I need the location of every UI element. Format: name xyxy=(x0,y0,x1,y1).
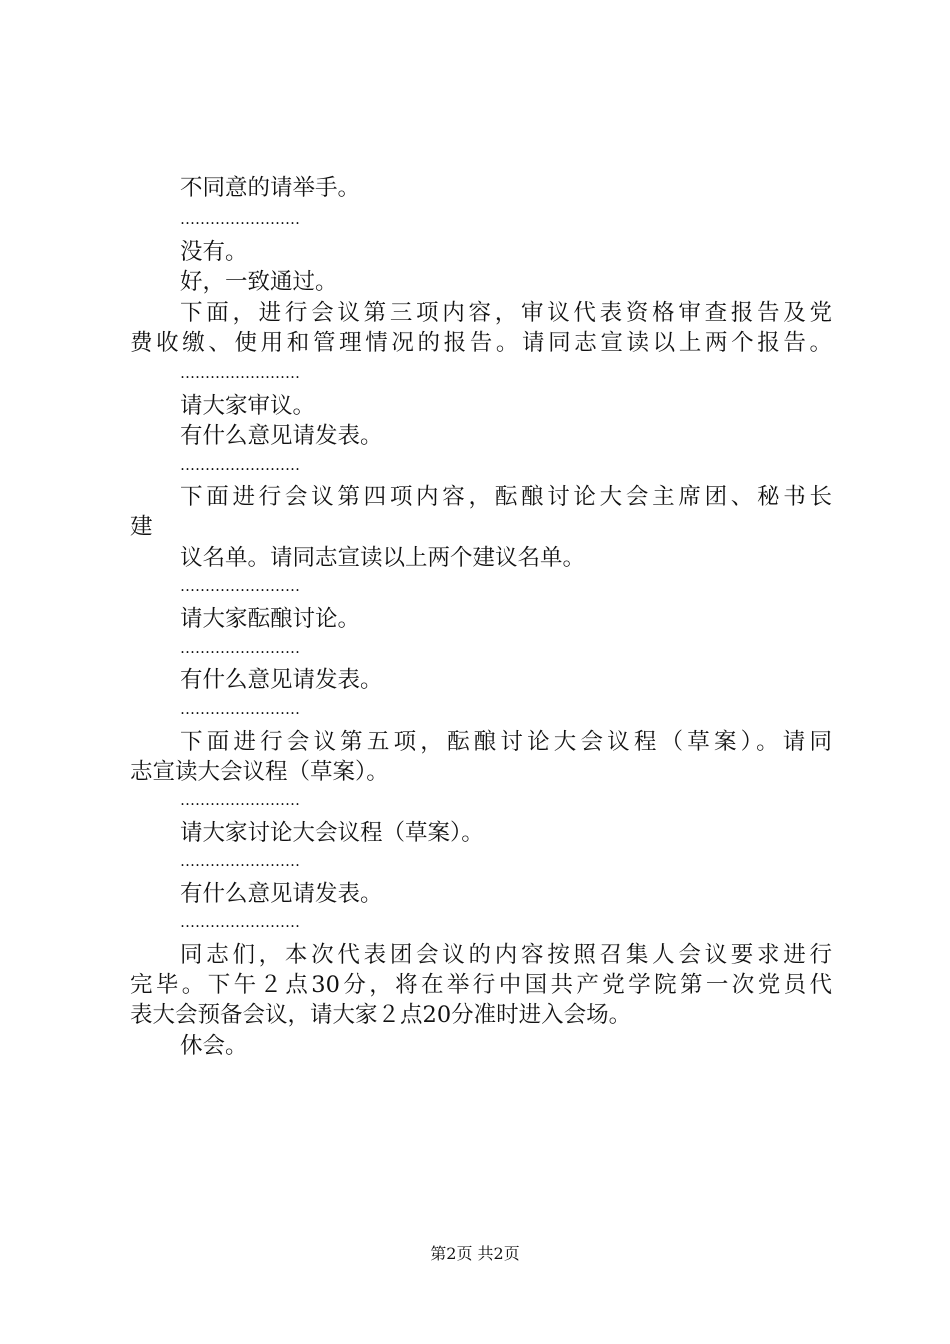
ellipsis-line: …………………… xyxy=(180,913,300,931)
paragraph-line: 同志们，本次代表团会议的内容按照召集人会议要求进行 xyxy=(180,942,832,968)
paragraph-line: 建 xyxy=(130,514,153,540)
text-line: 不同意的请举手。 xyxy=(180,175,361,201)
ellipsis-line: …………………… xyxy=(180,700,300,718)
text-line: 请大家讨论大会议程（草案）。 xyxy=(180,820,484,846)
paragraph-line: 表大会预备会议，请大家２点20分准时进入会场。 xyxy=(130,1002,632,1028)
paragraph-line: 下面进行会议第四项内容，酝酿讨论大会主席团、秘书长 xyxy=(180,484,832,510)
ellipsis-line: …………………… xyxy=(180,639,300,657)
paragraph-line: 志宣读大会议程（草案）。 xyxy=(130,759,389,785)
text-line: 请大家审议。 xyxy=(180,393,316,419)
page-footer: 第2页 共2页 xyxy=(430,1244,520,1263)
ellipsis-line: …………………… xyxy=(180,791,300,809)
paragraph-line: 完毕。下午２点30分，将在举行中国共产党学院第一次党员代 xyxy=(130,972,832,998)
paragraph-line: 费收缴、使用和管理情况的报告。请同志宣读以上两个报告。 xyxy=(130,330,832,356)
ellipsis-line: …………………… xyxy=(180,364,300,382)
text-line: 请大家酝酿讨论。 xyxy=(180,606,361,632)
text-line: 有什么意见请发表。 xyxy=(180,423,383,449)
text-line: 有什么意见请发表。 xyxy=(180,881,383,907)
text-line: 好，一致通过。 xyxy=(180,269,338,295)
ellipsis-line: …………………… xyxy=(180,852,300,870)
ellipsis-line: …………………… xyxy=(180,210,300,228)
paragraph-line: 下面进行会议第五项，酝酿讨论大会议程（草案）。请同 xyxy=(180,729,832,755)
ellipsis-line: …………………… xyxy=(180,577,300,595)
text-line: 没有。 xyxy=(180,239,248,265)
text-line: 休会。 xyxy=(180,1033,248,1059)
ellipsis-line: …………………… xyxy=(180,456,300,474)
text-line: 有什么意见请发表。 xyxy=(180,667,383,693)
text-line: 议名单。请同志宣读以上两个建议名单。 xyxy=(180,545,586,571)
paragraph-line: 下面，进行会议第三项内容，审议代表资格审查报告及党 xyxy=(180,300,832,326)
